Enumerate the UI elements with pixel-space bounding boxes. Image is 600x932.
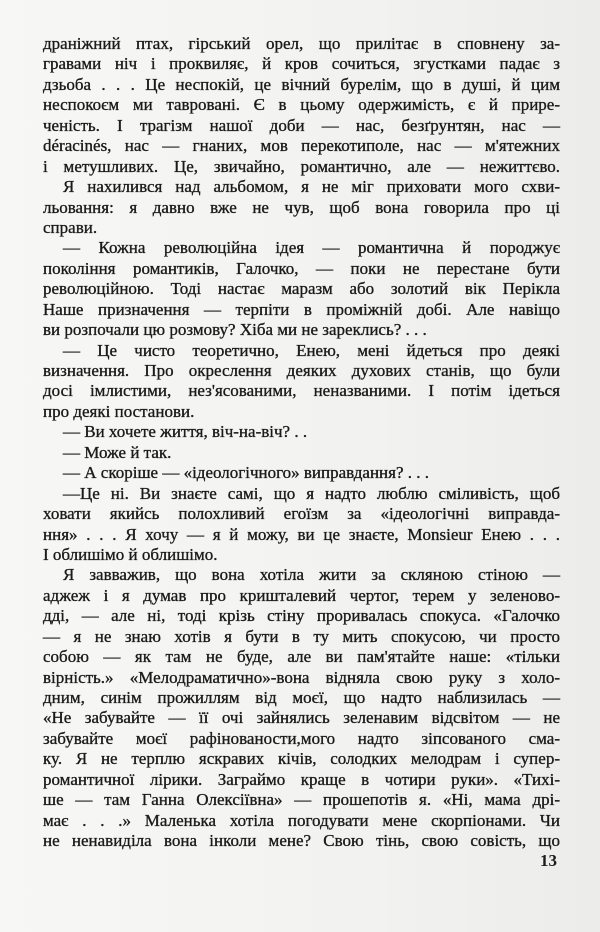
text-line: неспокоєм ми тавровані. Є в цьому одержимість, є й прире- xyxy=(43,95,560,115)
text-line: покоління романтиків, Галочко, — поки не перестане бути xyxy=(43,258,560,278)
text-line: ви розпочали цю розмову? Хіба ми не зареклись? . . . xyxy=(43,320,427,340)
text-line: ченість. І трагізм нашої доби — нас, безґрунтян, нас — xyxy=(43,115,560,135)
text-line: «Не забувайте — її очі зайнялись зеленавим відсвітом — не xyxy=(43,708,560,728)
text-line: Я нахилився над альбомом, я не міг приховати мого схви- xyxy=(63,177,560,197)
text-line: — Це чисто теоретично, Енею, мені йдеться про деякі xyxy=(63,340,560,360)
text-line: Я завважив, що вона хотіла жити за скляною стіною — xyxy=(63,565,560,585)
text-line: і метушливих. Це, звичайно, романтично, але — нежиттєво. xyxy=(43,156,560,176)
text-line: — Ви хочете життя, віч-на-віч? . . xyxy=(63,422,308,442)
text-line: гравами ніч і проквиляє, й кров сочиться, згустками падає з xyxy=(43,54,560,74)
text-line: —Це ні. Ви знаєте самі, що я надто люблю сміливість, щоб xyxy=(63,483,560,503)
text-line: визначення. Про окреслення деяких духових станів, що були xyxy=(43,361,560,380)
text-line: має . . .» Маленька хотіла погодувати мене скорпіонами. Чи xyxy=(43,810,560,830)
text-line: ше — там Ганна Олексіївна» — прошепотів я. «Ні, мама дрі- xyxy=(43,790,560,810)
text-line: собою — як там не буде, але ви пам'ятайте наше: «тільки xyxy=(43,647,560,667)
text-line: — я не знаю хотів я бути в ту мить спокусою, чи просто xyxy=(43,626,560,646)
page-number: 13 xyxy=(540,851,557,870)
text-line: про деякі постанови. xyxy=(43,401,195,421)
body-text xyxy=(43,34,560,852)
text-line: революційною. Тоді настає маразм або золотий вік Перікла xyxy=(43,279,560,299)
text-line: льовання: я давно вже не чув, щоб вона говорила про ці xyxy=(43,197,560,217)
text-line: не ненавиділа вона інколи мене? Свою тінь, свою совість, що xyxy=(43,831,560,851)
text-line: ховати якийсь полохливий егоїзм за «ідеологічні виправда- xyxy=(43,504,560,524)
text-line: дзьоба . . . Це неспокій, це вічний бурелім, що в душі, й цим xyxy=(43,74,560,94)
text-line: аджеж і я думав про кришталевий чертог, терем у зеленово- xyxy=(43,585,560,605)
text-line: романтичної лірики. Заграймо краще в чотири руки». «Тихі- xyxy=(43,769,560,789)
text-line: Наше призначення — терпіти в проміжній добі. Але навіщо xyxy=(43,299,560,319)
text-line: драніжний птах, гірський орел, що прилітає в сповнену за- xyxy=(43,34,560,53)
text-line: дді, — але ні, тоді крізь стіну проривалась спокуса. «Галочко xyxy=(43,606,560,626)
text-line: досі імлистими, нез'ясованими, неназваними. І потім ідеться xyxy=(43,381,560,401)
text-line: — А скоріше — «ідеологічного» виправдання? . . . xyxy=(63,463,430,483)
text-line: вірність.» «Мелодраматично»-вона відняла свою руку з холо- xyxy=(43,667,560,687)
text-line: déracinés, нас — гнаних, мов перекотиполе, нас — м'ятежних xyxy=(43,136,560,156)
text-line: І облишімо й облишімо. xyxy=(43,544,218,564)
text-line: ку. Я не терплю яскравих кічів, солодких мелодрам і супер- xyxy=(43,749,560,769)
text-line: забувайте моєї рафінованости,мого надто зіпсованого сма- xyxy=(43,728,560,748)
text-line: — Може й так. xyxy=(63,442,172,462)
text-line: справи. xyxy=(43,217,98,237)
text-line: — Кожна революційна ідея — романтична й породжує xyxy=(63,238,560,258)
text-line: дним, синім прожиллям від моєї, що надто наблизилась — xyxy=(43,688,560,707)
text-line: ння» . . . Я хочу — я й можу, ви це знаєте, Monsieur Енею . . . xyxy=(43,524,560,544)
